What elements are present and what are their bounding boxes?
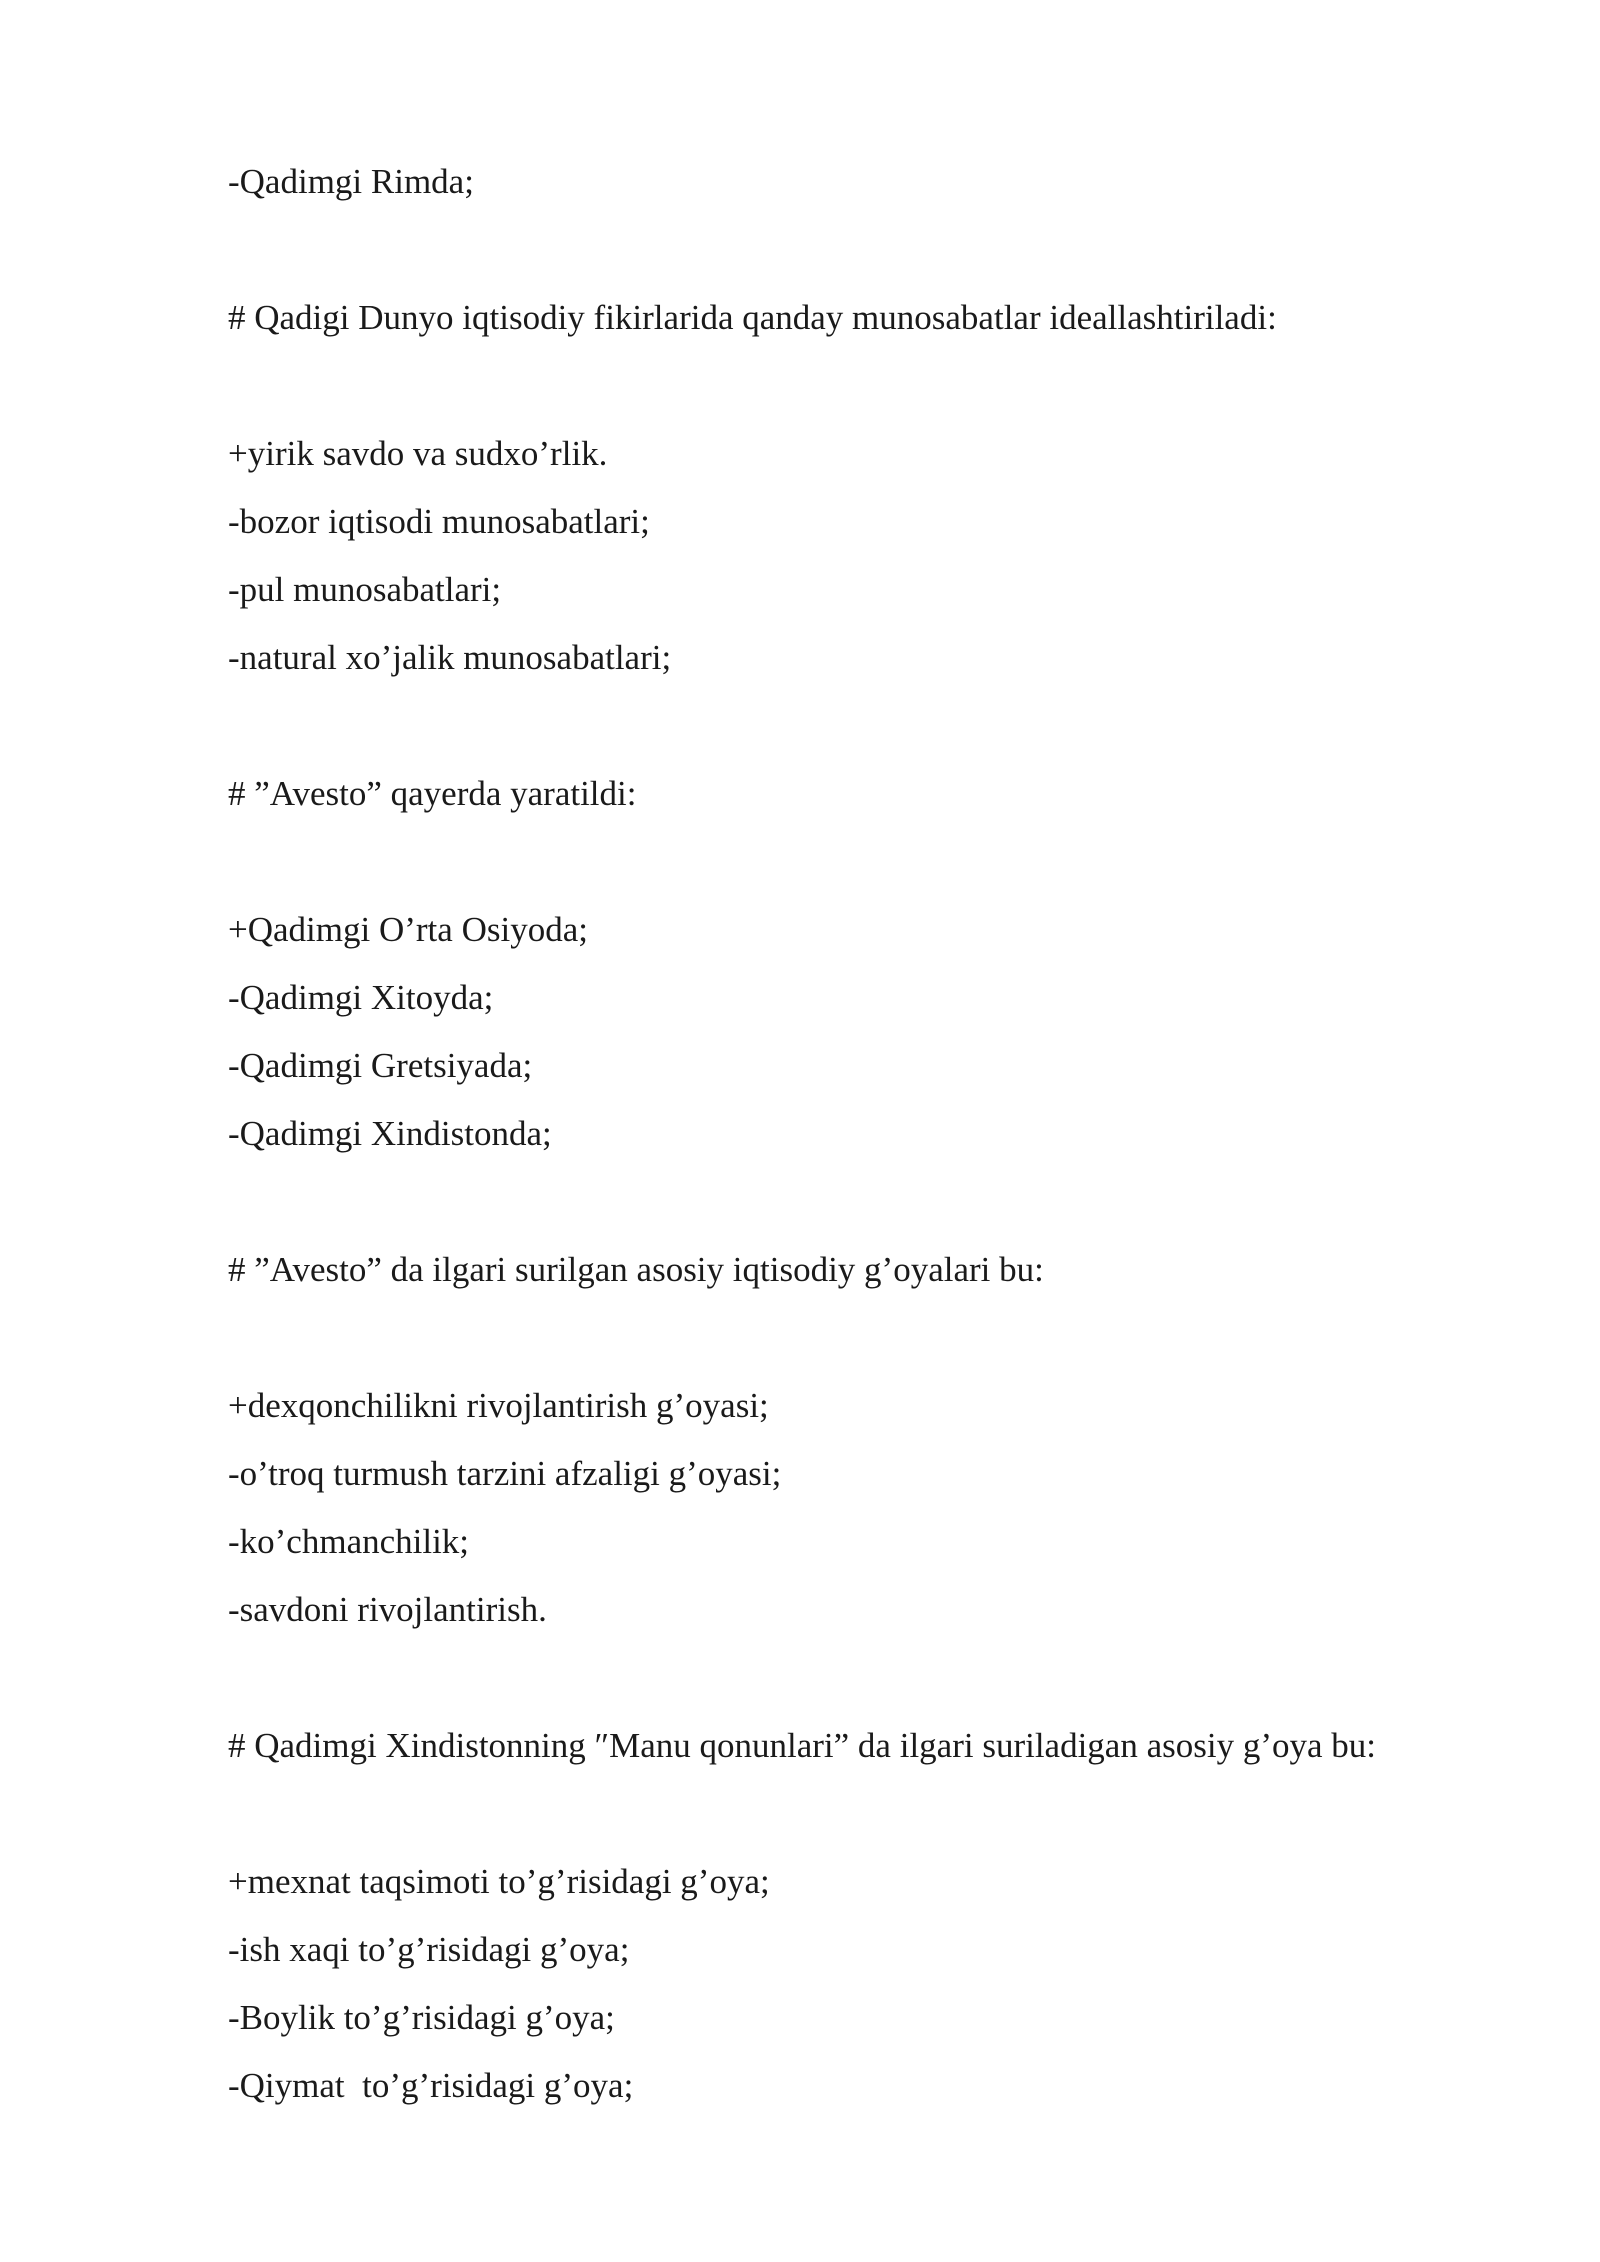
question-line: # ”Avesto” da ilgari surilgan asosiy iqtisodiy g’oyalari bu:	[228, 1250, 1044, 1289]
blank-line	[228, 692, 1528, 760]
answer-option: -bozor iqtisodi munosabatlari;	[228, 502, 650, 541]
answer-option: -savdoni rivojlantirish.	[228, 1590, 547, 1629]
answer-option: -Qadimgi Gretsiyada;	[228, 1046, 533, 1085]
answer-option-correct: +dexqonchilikni rivojlantirish g’oyasi;	[228, 1386, 769, 1425]
question-line: # Qadimgi Xindistonning ″Manu qonunlari” da ilgari suriladigan asosiy g’oya bu:	[228, 1726, 1377, 1765]
answer-option: -Qadimgi Rimda;	[228, 162, 474, 201]
blank-line	[228, 352, 1528, 420]
blank-line	[228, 828, 1528, 896]
answer-option: -Qiymat to’g’risidagi g’oya;	[228, 2066, 634, 2105]
document-body	[228, 148, 1528, 2120]
blank-line	[228, 216, 1528, 284]
question-line: # ”Avesto” qayerda yaratildi:	[228, 774, 637, 813]
answer-option: -natural xo’jalik munosabatlari;	[228, 638, 672, 677]
answer-option-correct: +yirik savdo va sudxo’rlik.	[228, 434, 608, 473]
answer-option: -o’troq turmush tarzini afzaligi g’oyasi;	[228, 1454, 782, 1493]
answer-option: -Qadimgi Xindistonda;	[228, 1114, 552, 1153]
answer-option: -ko’chmanchilik;	[228, 1522, 470, 1561]
answer-option-correct: +Qadimgi O’rta Osiyoda;	[228, 910, 588, 949]
blank-line	[228, 1304, 1528, 1372]
blank-line	[228, 1644, 1528, 1712]
answer-option: -Qadimgi Xitoyda;	[228, 978, 494, 1017]
blank-line	[228, 1168, 1528, 1236]
answer-option: -pul munosabatlari;	[228, 570, 502, 609]
question-line: # Qadigi Dunyo iqtisodiy fikirlarida qanday munosabatlar ideallashtiriladi:	[228, 298, 1277, 337]
answer-option: -ish xaqi to’g’risidagi g’oya;	[228, 1930, 630, 1969]
blank-line	[228, 1780, 1528, 1848]
answer-option: -Boylik to’g’risidagi g’oya;	[228, 1998, 615, 2037]
answer-option-correct: +mexnat taqsimoti to’g’risidagi g’oya;	[228, 1862, 770, 1901]
